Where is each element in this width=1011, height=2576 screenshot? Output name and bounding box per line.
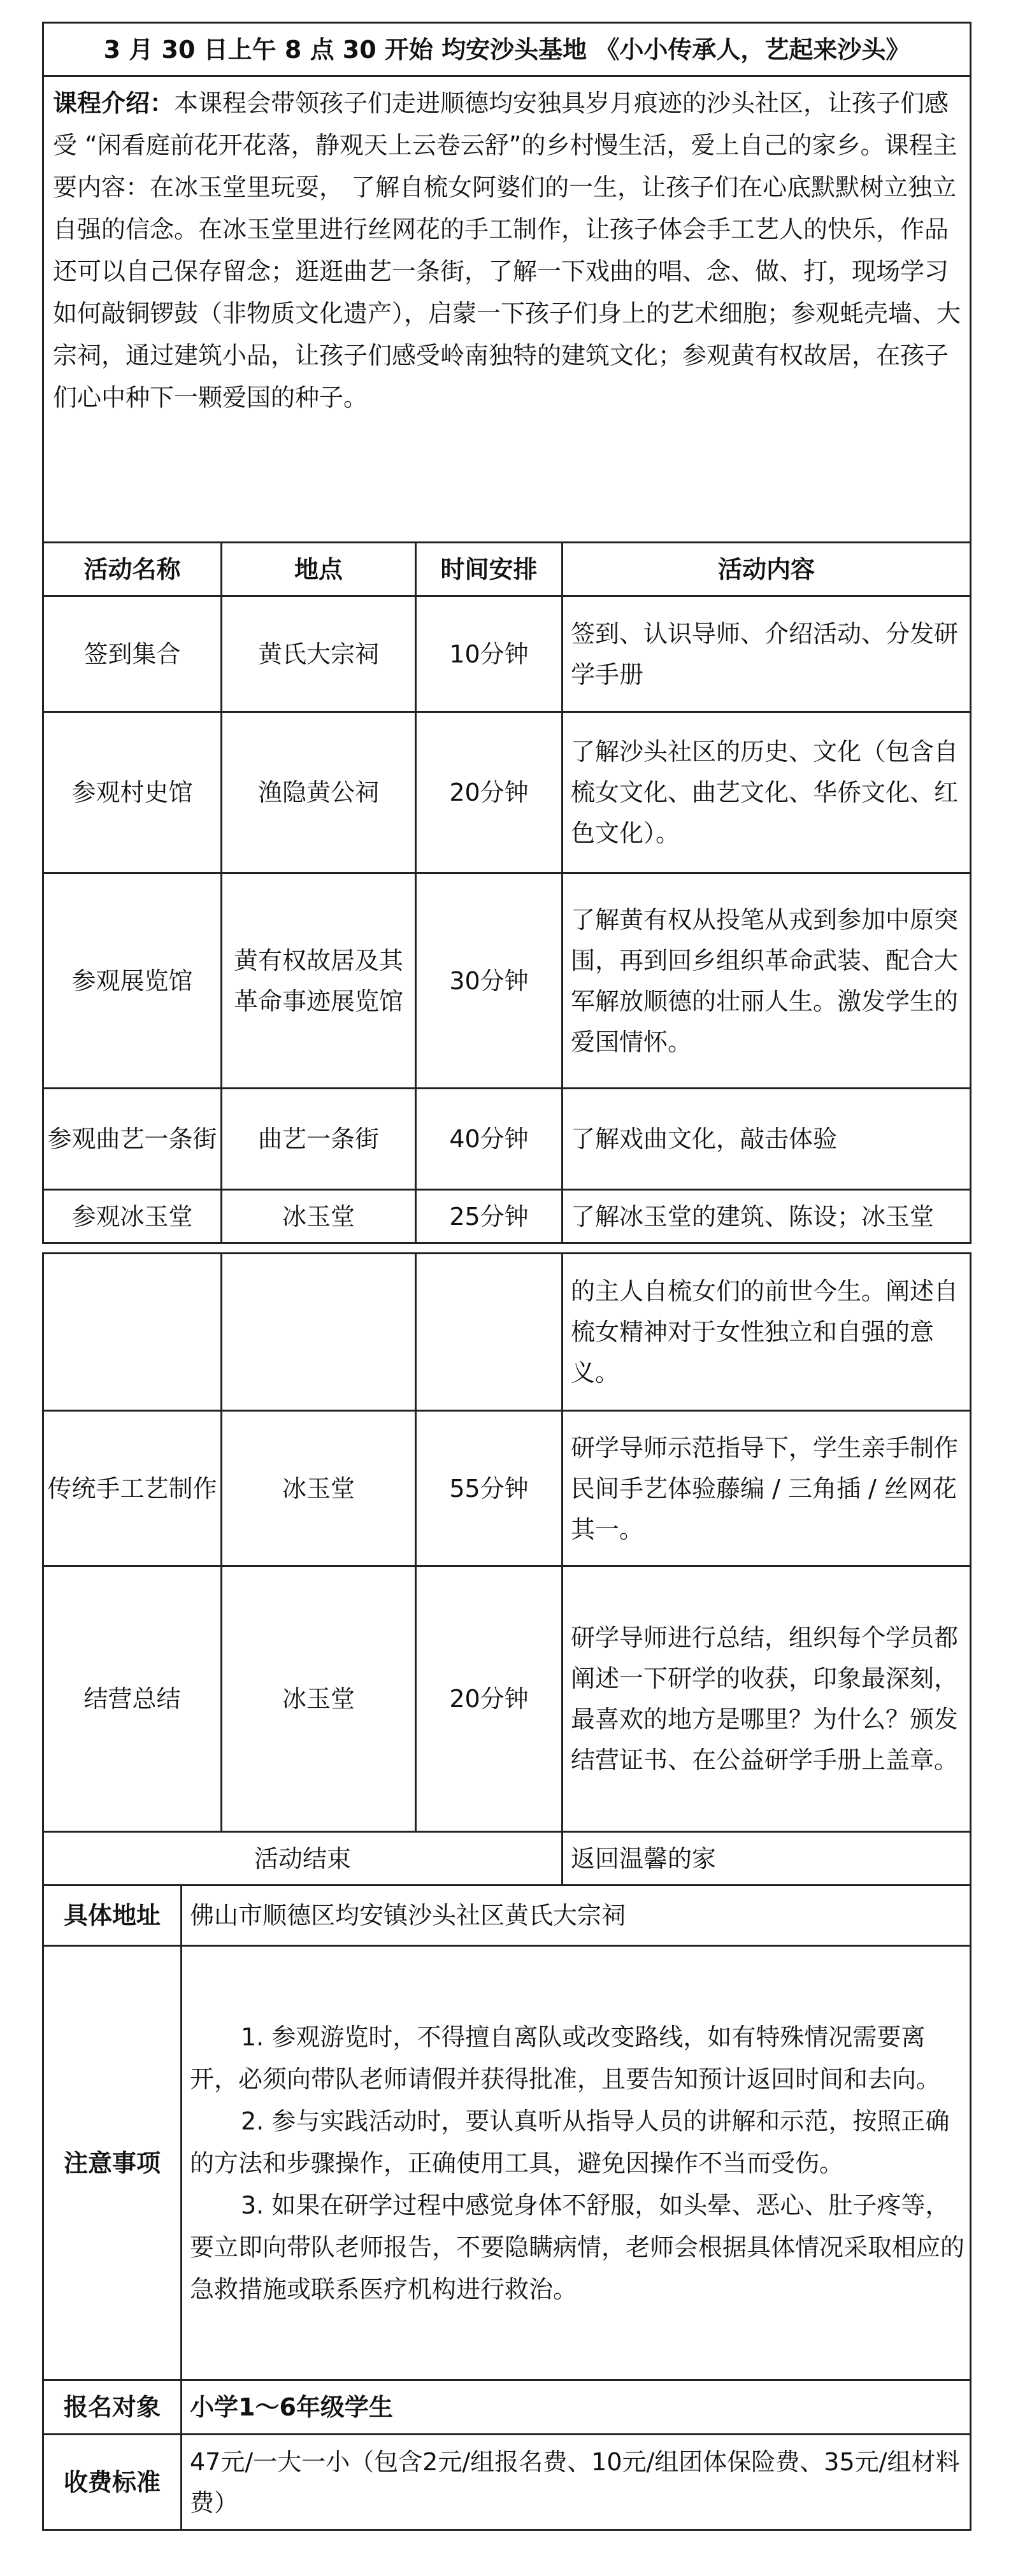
activity-name: 结营总结	[43, 1566, 222, 1832]
activity-name: 传统手工艺制作	[43, 1411, 222, 1566]
title-row	[43, 23, 971, 76]
notes-label: 注意事项	[43, 1946, 182, 2380]
activity-content: 研学导师示范指导下，学生亲手制作民间手艺体验藤编 / 三角插 / 丝网花其一。	[563, 1411, 971, 1566]
activity-content: 了解沙头社区的历史、文化（包含自梳女文化、曲艺文化、华侨文化、红色文化）。	[563, 712, 971, 873]
header-content: 活动内容	[563, 543, 971, 596]
activity-content: 研学导师进行总结，组织每个学员都阐述一下研学的收获，印象最深刻，最喜欢的地方是哪里？为什么？颁发结营证书、在公益研学手册上盖章。	[563, 1566, 971, 1832]
table-row	[43, 1089, 971, 1190]
activity-name: 参观展览馆	[43, 873, 222, 1089]
activity-content: 的主人自梳女们的前世今生。阐述自梳女精神对于女性独立和自强的意义。	[563, 1254, 971, 1411]
activity-name: 参观冰玉堂	[43, 1190, 222, 1243]
target-label: 报名对象	[43, 2380, 182, 2435]
table-row	[43, 712, 971, 873]
note-item: 1. 参观游览时，不得擅自离队或改变路线，如有特殊情况需要离开，必须向带队老师请假并获得批准，且要告知预计返回时间和去向。	[190, 2022, 941, 2093]
table-row	[43, 1411, 971, 1566]
intro-text: 本课程会带领孩子们走进顺德均安独具岁月痕迹的沙头社区，让孩子们感受 “闲看庭前花开花落，静观天上云卷云舒”的乡村慢生活，爱上自己的家乡。课程主要内容：在冰玉堂里玩耍， 了解自梳女阿婆们的一生，让孩子们在心底默默树立独立自强的信念。在冰玉堂里进行丝网花的手工制作，让孩子体会手工艺人的快乐，作品还可以自己保存留念；逛逛曲艺一条街，了解一下戏曲的唱、念、做、打，现场学习如何敲铜锣鼓（非物质文化遗产），启蒙一下孩子们身上的艺术细胞；参观蚝壳墙、大宗祠，通过建筑小品，让孩子们感受岭南独特的建筑文化；参观黄有权故居，在孩子们心中种下一颗爱国的种子。	[53, 89, 961, 411]
activity-time: 20分钟	[416, 712, 563, 873]
address-value: 佛山市顺德区均安镇沙头社区黄氏大宗祠	[182, 1885, 971, 1946]
activity-time: 40分钟	[416, 1089, 563, 1190]
header-time: 时间安排	[416, 543, 563, 596]
document-title: 3 月 30 日上午 8 点 30 开始 均安沙头基地 《小小传承人，艺起来沙头》	[43, 23, 971, 76]
activity-place: 黄有权故居及其革命事迹展览馆	[222, 873, 416, 1089]
activity-place: 冰玉堂	[222, 1566, 416, 1832]
end-row	[43, 1832, 971, 1885]
activity-time: 30分钟	[416, 873, 563, 1089]
activity-name: 参观曲艺一条街	[43, 1089, 222, 1190]
activity-place: 曲艺一条街	[222, 1089, 416, 1190]
activity-name: 签到集合	[43, 596, 222, 712]
activity-time: 10分钟	[416, 596, 563, 712]
end-label: 活动结束	[43, 1832, 563, 1885]
fee-value: 47元/一大一小（包含2元/组报名费、10元/组团体保险费、35元/组材料费）	[182, 2435, 971, 2530]
activity-place	[222, 1254, 416, 1411]
activity-place: 冰玉堂	[222, 1190, 416, 1243]
table-row	[43, 596, 971, 712]
fee-label: 收费标准	[43, 2435, 182, 2530]
table-row	[43, 873, 971, 1089]
activity-content: 了解冰玉堂的建筑、陈设；冰玉堂	[563, 1190, 971, 1243]
activity-time: 55分钟	[416, 1411, 563, 1566]
activity-content: 了解戏曲文化，敲击体验	[563, 1089, 971, 1190]
table-row	[43, 1566, 971, 1832]
activity-time: 25分钟	[416, 1190, 563, 1243]
fee-row	[43, 2435, 971, 2530]
schedule-table-part1	[42, 22, 972, 1244]
activity-place: 渔隐黄公祠	[222, 712, 416, 873]
header-row	[43, 543, 971, 596]
activity-place: 冰玉堂	[222, 1411, 416, 1566]
intro-label: 课程介绍：	[53, 89, 175, 117]
activity-time: 20分钟	[416, 1566, 563, 1832]
note-item: 2. 参与实践活动时，要认真听从指导人员的讲解和示范，按照正确的方法和步骤操作，正确使用工具，避免因操作不当而受伤。	[190, 2107, 950, 2177]
activity-content: 签到、认识导师、介绍活动、分发研学手册	[563, 596, 971, 712]
info-table	[42, 1884, 972, 2531]
activity-time	[416, 1254, 563, 1411]
table-row	[43, 1190, 971, 1243]
note-item: 3. 如果在研学过程中感觉身体不舒服，如头晕、恶心、肚子疼等，要立即向带队老师报告，不要隐瞒病情，老师会根据具体情况采取相应的急救措施或联系医疗机构进行救治。	[190, 2191, 965, 2303]
course-intro	[43, 76, 971, 543]
header-place: 地点	[222, 543, 416, 596]
end-content: 返回温馨的家	[563, 1832, 971, 1885]
address-row	[43, 1885, 971, 1946]
activity-content: 了解黄有权从投笔从戎到参加中原突围，再到回乡组织革命武装、配合大军解放顺德的壮丽人生。激发学生的爱国情怀。	[563, 873, 971, 1089]
target-row	[43, 2380, 971, 2435]
address-label: 具体地址	[43, 1885, 182, 1946]
notes-row	[43, 1946, 971, 2380]
header-activity-name: 活动名称	[43, 543, 222, 596]
activity-name	[43, 1254, 222, 1411]
schedule-table-part2	[42, 1252, 972, 1886]
table-row	[43, 1254, 971, 1411]
notes-list	[182, 1946, 971, 2380]
activity-place: 黄氏大宗祠	[222, 596, 416, 712]
activity-name: 参观村史馆	[43, 712, 222, 873]
intro-row	[43, 76, 971, 543]
target-value: 小学1～6年级学生	[182, 2380, 971, 2435]
